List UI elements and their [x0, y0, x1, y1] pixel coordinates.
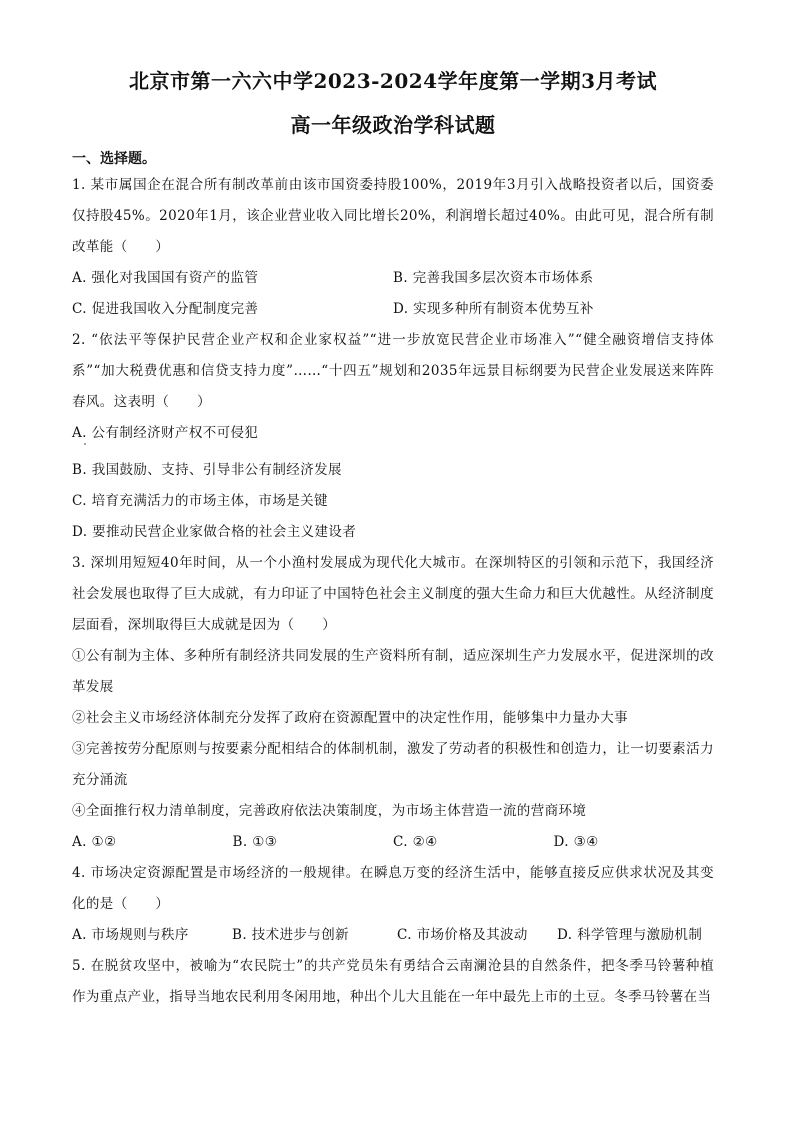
question-4-options-row — [72, 920, 714, 951]
question-3-stem: 3. 深圳用短短40年时间，从一个小渔村发展成为现代化大城市。在深圳特区的引领和示范下，我国经济社会发展也取得了巨大成就，有力印证了中国特色社会主义制度的强大生命力和巨大优越性。从经济制度层面看，深圳取得巨大成就是因为（ ） — [72, 555, 714, 633]
question-3-options-row — [72, 827, 714, 858]
question-3-option-a[interactable]: A. ①② — [72, 834, 117, 850]
question-1-stem: 1. 某市属国企在混合所有制改革前由该市国资委持股100%，2019年3月引入战略投资者以后，国资委仅持股45%。2020年1月，该企业营业收入同比增长20%，利润增长超过40%。由此可见，混合所有制改革能（ ） — [72, 177, 714, 255]
question-1-option-b[interactable]: B. 完善我国多层次资本市场体系 — [393, 270, 594, 286]
question-3-option-c[interactable]: C. ②④ — [393, 834, 438, 850]
question-1-option-a[interactable]: A. 强化对我国国有资产的监管 — [72, 270, 259, 286]
exam-title: 北京市第一六六中学2023-2024学年度第一学期3月考试 — [128, 69, 658, 93]
question-2-option-d[interactable]: D. 要推动民营企业家做合格的社会主义建设者 — [72, 524, 357, 540]
question-4-stem: 4. 市场决定资源配置是市场经济的一般规律。在瞬息万变的经济生活中，能够直接反应供求状况及其变化的是（ ） — [72, 865, 714, 912]
question-1 — [72, 170, 714, 325]
question-1-options-row-2 — [72, 294, 714, 325]
question-5 — [72, 951, 714, 1013]
question-3-statement-2: ②社会主义市场经济体制充分发挥了政府在资源配置中的决定性作用，能够集中力量办大事 — [72, 710, 628, 726]
question-1-options-row-1 — [72, 263, 714, 294]
question-3 — [72, 548, 714, 858]
question-4-option-d[interactable]: D. 科学管理与激励机制 — [557, 927, 703, 943]
question-2-stem: 2. “依法平等保护民营企业产权和企业家权益”“进一步放宽民营企业市场准入”“健全融资增信支持体系”“加大税费优惠和信贷支持力度”……“十四五”规划和2035年远景目标纲要为民营企业发展送来阵阵春风。这表明（ ） — [72, 332, 714, 410]
question-1-option-d[interactable]: D. 实现多种所有制资本优势互补 — [393, 301, 594, 317]
question-2-option-a[interactable]: A. 公有制经济财产权不可侵犯 — [72, 425, 259, 441]
question-4-option-b[interactable]: B. 技术进步与创新 — [232, 927, 350, 943]
question-3-statement-3: ③完善按劳分配原则与按要素分配相结合的体制机制，激发了劳动者的积极性和创造力，让一切要素活力充分涌流 — [72, 741, 714, 788]
question-1-option-c[interactable]: C. 促进我国收入分配制度完善 — [72, 301, 259, 317]
scan-speck — [84, 443, 86, 445]
question-5-stem: 5. 在脱贫攻坚中，被喻为“农民院士”的共产党员朱有勇结合云南澜沧县的自然条件，把冬季马铃薯种植作为重点产业，指导当地农民利用冬闲用地，种出个儿大且能在一年中最先上市的土豆。冬季马铃薯在当 — [72, 958, 714, 1005]
section-heading: 一、选择题。 — [72, 151, 156, 167]
question-4 — [72, 858, 714, 951]
question-2-option-c[interactable]: C. 培育充满活力的市场主体，市场是关键 — [72, 493, 328, 509]
question-4-option-c[interactable]: C. 市场价格及其波动 — [397, 927, 528, 943]
question-4-option-a[interactable]: A. 市场规则与秩序 — [72, 927, 189, 943]
question-3-statement-1: ①公有制为主体、多种所有制经济共同发展的生产资料所有制，适应深圳生产力发展水平，促进深圳的改革发展 — [72, 648, 714, 695]
question-3-statement-4: ④全面推行权力清单制度，完善政府依法决策制度，为市场主体营造一流的营商环境 — [72, 803, 587, 819]
question-3-option-b[interactable]: B. ①③ — [232, 834, 278, 850]
question-3-option-d[interactable]: D. ③④ — [553, 834, 599, 850]
question-2 — [72, 325, 714, 548]
exam-subtitle: 高一年级政治学科试题 — [290, 113, 496, 137]
question-2-option-b[interactable]: B. 我国鼓励、支持、引导非公有制经济发展 — [72, 462, 342, 478]
